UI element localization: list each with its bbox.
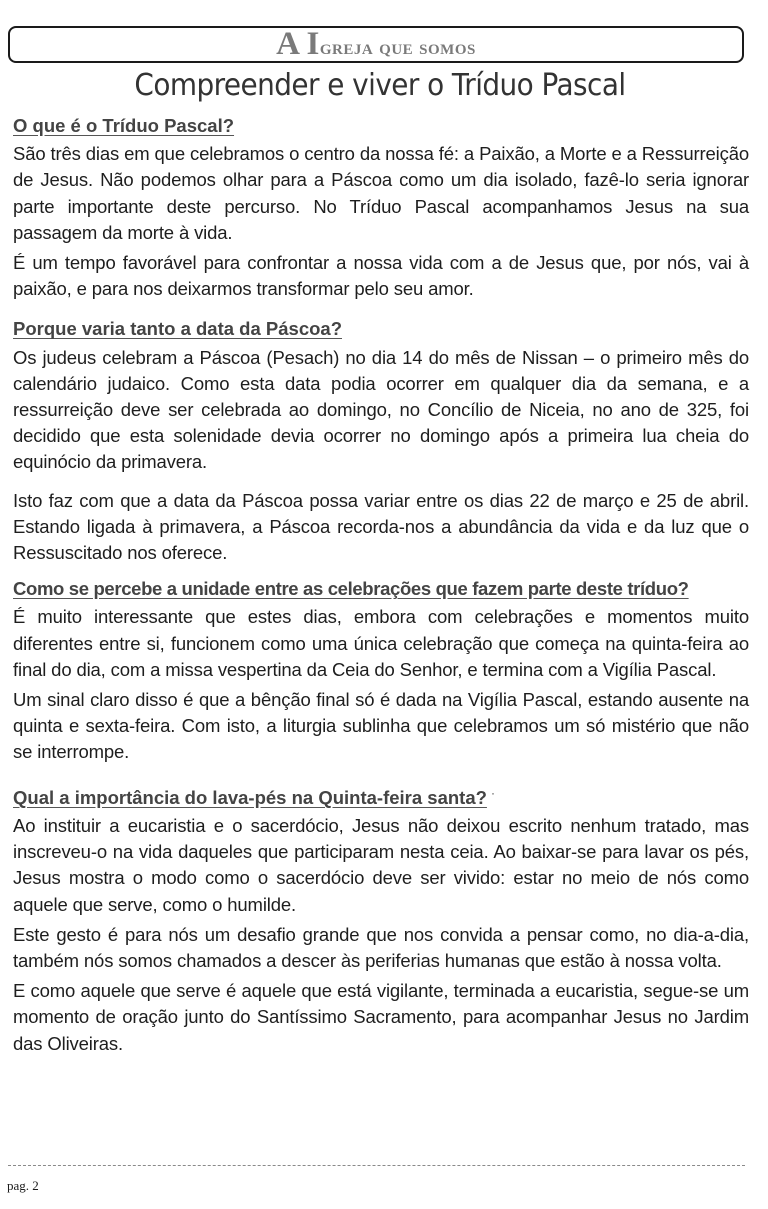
section-heading: Porque varia tanto a data da Páscoa? <box>13 318 342 340</box>
section-banner <box>8 26 744 63</box>
paragraph: Ao instituir a eucaristia e o sacerdócio, Jesus não deixou escrito nenhum tratado, mas inscreveu-o na vida daqueles que participaram nesta ceia. Ao baixar-se para lavar os pés, Jesus mostra o modo como o sacerdócio deve ser vivido: estar no meio de nós como aquele que serve, como o humilde. <box>13 815 749 915</box>
paragraph: Este gesto é para nós um desafio grande que nos convida a pensar como, no dia-a-dia, também nós somos chamados a descer às periferias humanas que estão à nossa volta. <box>13 923 749 972</box>
article-body <box>13 113 749 1057</box>
section-what-is-triduum <box>13 113 749 302</box>
section-heading: Qual a importância do lava-pés na Quinta-feira santa? <box>13 786 487 808</box>
paragraph: Os judeus celebram a Páscoa (Pesach) no dia 14 do mês de Nissan – o primeiro mês do calendário judaico. Como esta data podia ocorrer em qualquer dia da semana, e a ressurreição deve ser celebrada ao domingo, no Concílio de Niceia, no ano de 325, foi decidido que esta solenidade devia ocorrer no domingo após a primeira lua cheia do equinócio da primavera. <box>13 346 749 473</box>
section-unity-of-celebrations <box>13 576 749 765</box>
banner-title-first: A <box>276 26 301 62</box>
section-heading: O que é o Tríduo Pascal? <box>13 115 235 136</box>
section-heading: Como se percebe a unidade entre as celebrações que fazem parte deste tríduo? <box>13 578 689 600</box>
page-title: Compreender e viver o Tríduo Pascal <box>134 68 626 103</box>
paragraph: Isto faz com que a data da Páscoa possa variar entre os dias 22 de março e 25 de abril. Estando ligada à primavera, a Páscoa recorda-nos a abundância da vida e da luz que o Ressuscitado nos oferece. <box>13 489 749 564</box>
footer-divider <box>8 1165 745 1166</box>
section-washing-of-feet <box>13 780 749 1057</box>
paragraph: É muito interessante que estes dias, embora com celebrações e momentos muito diferentes entre si, funcionem como uma única celebração que começa na quinta-feira ao final do dia, com a missa vespertina da Ceia do Senhor, e termina com a Vigília Pascal. <box>13 606 749 680</box>
banner-title <box>276 26 476 62</box>
banner-title-rest: greja que somos <box>319 34 476 59</box>
paragraph: E como aquele que serve é aquele que está vigilante, terminada a eucaristia, segue-se um momento de oração junto do Santíssimo Sacramento, para acompanhar Jesus no Jardim das Oliveiras. <box>13 980 749 1054</box>
stray-mark: · <box>490 785 495 800</box>
paragraph: São três dias em que celebramos o centro da nossa fé: a Paixão, a Morte e a Ressurreição de Jesus. Não podemos olhar para a Páscoa como um dia isolado, fazê-lo seria ignorar parte importante deste percurso. No Tríduo Pascal acompanhamos Jesus na sua passagem da morte à vida. <box>13 143 749 243</box>
banner-title-cap: I <box>306 26 320 62</box>
paragraph: Um sinal claro disso é que a bênção final só é dada na Vigília Pascal, estando ausente na quinta e sexta-feira. Com isto, a liturgia sublinha que celebramos um só mistério que não se interrompe. <box>13 689 749 763</box>
page-number: pag. 2 <box>7 1178 39 1193</box>
paragraph: É um tempo favorável para confrontar a nossa vida com a de Jesus que, por nós, vai à paixão, e para nos deixarmos transformar pelo seu amor. <box>13 252 749 300</box>
section-easter-date <box>13 316 749 566</box>
